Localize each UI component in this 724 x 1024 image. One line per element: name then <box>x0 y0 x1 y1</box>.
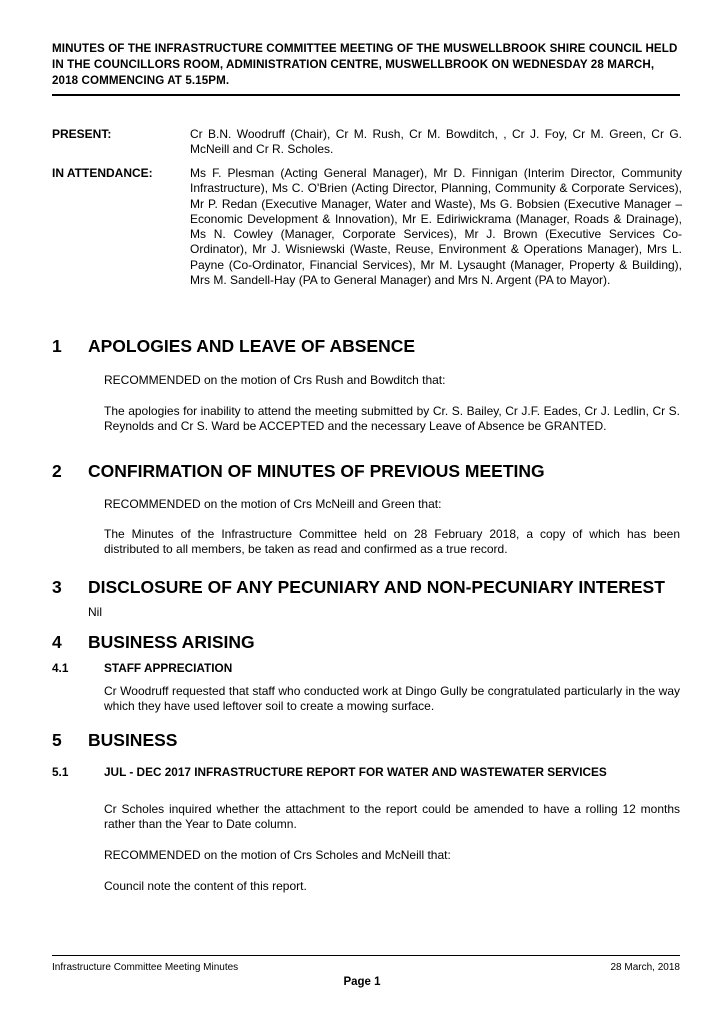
subsection-5-1-motion: RECOMMENDED on the motion of Crs Scholes and McNeill that: <box>104 848 451 862</box>
section-2-resolution: The Minutes of the Infrastructure Committee held on 28 February 2018, a copy of which has been distributed to all members, be taken as read and confirmed as a true record. <box>104 527 680 557</box>
footer-divider <box>52 955 680 956</box>
present-label: PRESENT: <box>52 127 112 141</box>
section-title: BUSINESS ARISING <box>88 632 255 652</box>
footer-document-name: Infrastructure Committee Meeting Minutes <box>52 962 239 973</box>
subsection-5-1-inquiry: Cr Scholes inquired whether the attachment to the report could be amended to have a rolling 12 months rather than the Year to Date column. <box>104 802 680 832</box>
section-title: DISCLOSURE OF ANY PECUNIARY AND NON-PECUNIARY INTEREST <box>88 577 665 597</box>
footer-date: 28 March, 2018 <box>610 962 680 973</box>
section-number: 3 <box>52 577 62 597</box>
section-3-text: Nil <box>88 605 102 619</box>
subsection-number: 5.1 <box>52 765 69 779</box>
section-1-motion: RECOMMENDED on the motion of Crs Rush and Bowditch that: <box>104 373 446 387</box>
section-number: 5 <box>52 730 62 750</box>
title-divider <box>52 94 680 96</box>
section-title: BUSINESS <box>88 730 178 750</box>
section-number: 4 <box>52 632 62 652</box>
subsection-4-1-text: Cr Woodruff requested that staff who conducted work at Dingo Gully be congratulated particularly in the way which they have used leftover soil to create a mowing surface. <box>104 684 680 714</box>
present-text: Cr B.N. Woodruff (Chair), Cr M. Rush, Cr M. Bowditch, , Cr J. Foy, Cr M. Green, Cr G. McNeill and Cr R. Scholes. <box>190 127 682 157</box>
subsection-title: STAFF APPRECIATION <box>104 661 233 675</box>
section-2-motion: RECOMMENDED on the motion of Crs McNeill and Green that: <box>104 497 442 511</box>
section-1-resolution: The apologies for inability to attend the meeting submitted by Cr. S. Bailey, Cr J.F. Eades, Cr J. Ledlin, Cr S. Reynolds and Cr S. Ward be ACCEPTED and the necessary Leave of Absence be GRANTED. <box>104 404 680 434</box>
subsection-number: 4.1 <box>52 661 69 675</box>
document-title: MINUTES OF THE INFRASTRUCTURE COMMITTEE MEETING OF THE MUSWELLBROOK SHIRE COUNCIL HELD IN THE COUNCILLORS ROOM, ADMINISTRATION CENTRE, MUSWELLBROOK ON WEDNESDAY 28 MARCH, 2018 COMMENCING AT 5.15PM. <box>52 42 678 87</box>
subsection-title: JUL - DEC 2017 INFRASTRUCTURE REPORT FOR WATER AND WASTEWATER SERVICES <box>104 765 607 779</box>
section-title: APOLOGIES AND LEAVE OF ABSENCE <box>88 336 416 356</box>
section-number: 1 <box>52 336 62 356</box>
attendance-text: Ms F. Plesman (Acting General Manager), Mr D. Finnigan (Interim Director, Community Infrastructure), Ms C. O'Brien (Acting Director, Planning, Community & Corporate Services), Mr P. Redan (Executive Manager, Water and Waste), Ms G. Bobsien (Executive Manager – Economic Development & Innovation), Mr E. Ediriwickrama (Manager, Roads & Drainage), Ms N. Cowley (Manager, Corporate Services), Mr J. Brown (Executive Services Co-Ordinator), Mr J. Wisniewski (Waste, Reuse, Environment & Operations Manager), Mrs L. Payne (Co-Ordinator, Financial Services), Mr M. Lysaught (Manager, Property & Building), Mrs M. Sandell-Hay (PA to General Manager) and Mrs N. Argent (PA to Mayor). <box>190 166 682 288</box>
section-number: 2 <box>52 461 62 481</box>
attendance-label: IN ATTENDANCE: <box>52 166 153 180</box>
page-number: Page 1 <box>343 976 381 988</box>
section-title: CONFIRMATION OF MINUTES OF PREVIOUS MEETING <box>88 461 545 481</box>
subsection-5-1-resolution: Council note the content of this report. <box>104 879 307 893</box>
